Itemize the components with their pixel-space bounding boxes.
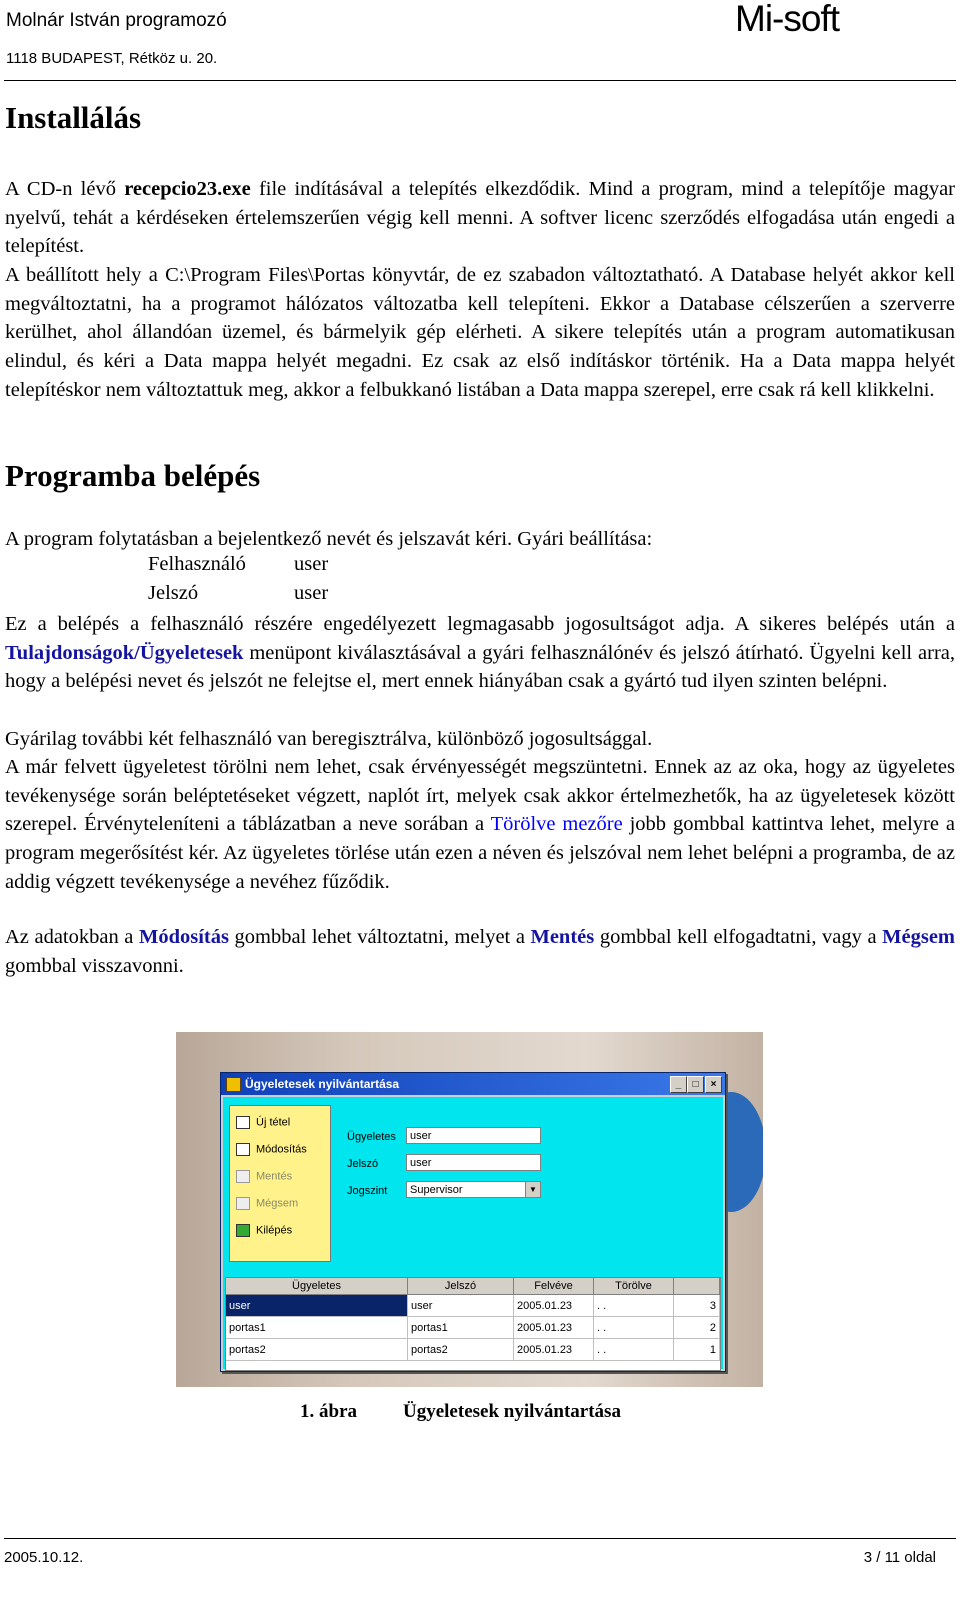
footer-date: 2005.10.12. bbox=[4, 1549, 84, 1566]
deleted-field-ref: Törölve mezőre bbox=[490, 813, 623, 836]
modify-icon bbox=[236, 1143, 250, 1156]
figure-caption-number: 1. ábra bbox=[300, 1401, 357, 1422]
user-input[interactable]: user bbox=[406, 1127, 541, 1144]
brand-logo: Mi-soft bbox=[735, 0, 839, 39]
menu-cancel[interactable]: Mégsem bbox=[236, 1197, 298, 1217]
role-label: Jogszint bbox=[347, 1185, 388, 1197]
app-icon bbox=[226, 1077, 241, 1092]
modify-ref: Módosítás bbox=[138, 926, 229, 948]
undo-icon bbox=[236, 1197, 250, 1210]
section-title-login: Programba belépés bbox=[5, 458, 261, 493]
login-paragraph-5: A már felvett ügyeletest törölni nem lehet, csak érvényességét megszüntetni. Ennek az az oka, hogy az ügyeletes tevékenysége során beléptetéseket végzett, naplót írt, melyek csak akkor értelmezhetők, ha az ügyeletesek között szerepel. Érvényteleníteni a táblázatban a neve sorában a Törölve mezőre jobb gombbal kattintva lehet, melyre a program megerősítést kér. Az ügyeletes törlése után ezen a néven és jelszóval nem lehet belépni a programba, de az addig végzett tevékenysége a nevéhez fűződik. bbox=[5, 756, 955, 893]
exit-icon bbox=[236, 1224, 250, 1237]
cred-user-label: Felhasználó bbox=[148, 553, 246, 575]
menu-modify[interactable]: Módosítás bbox=[236, 1143, 307, 1163]
cancel-ref: Mégsem bbox=[882, 926, 955, 948]
window-titlebar bbox=[221, 1073, 725, 1095]
table-cell[interactable]: . . bbox=[594, 1317, 674, 1339]
footer-page-number: 3 / 11 oldal bbox=[863, 1549, 936, 1566]
install-paragraph-1: A CD-n lévő recepcio23.exe file indításával a telepítés elkezdődik. Mind a program, mind a telepítője magyar nyelvű, tehát a kérdéseken értelemszerűen végig kell menni. A softver licenc szerződés elfogadása után engedi a telepítést. bbox=[5, 178, 956, 258]
table-cell[interactable]: 2005.01.23 bbox=[514, 1295, 594, 1317]
cred-pass-value: user bbox=[294, 582, 329, 604]
col-header-added[interactable]: Felvéve bbox=[514, 1278, 594, 1295]
login-intro: A program folytatásban a bejelentkező nevét és jelszavát kéri. Gyári beállítása: bbox=[5, 528, 653, 550]
new-item-icon bbox=[236, 1116, 250, 1129]
exe-name: recepcio23.exe bbox=[124, 178, 251, 200]
role-select[interactable]: Supervisor ▼ bbox=[406, 1181, 541, 1198]
close-icon[interactable]: × bbox=[705, 1076, 722, 1093]
section-title-install: Installálás bbox=[5, 100, 142, 135]
install-paragraph-2: A beállított hely a C:\Program Files\Portas könyvtár, de ez szabadon változtatható. A Database helyét akkor kell megváltoztatni, ha a programot hálózatos változatba kell telepíteni. Ekkor a Database célszerűen a szerverre kerülhet, ahol állandóan üzemel, és bármelyik gép elérheti. A sikere telepítés után a program automatikusan elindul, és kéri a Data mappa helyét megadni. Ez csak az első indításkor történik. Ha a Data mappa helyét telepítéskor nem változtattuk meg, akkor a felbukkanó listában a Data mappa szerepel, erre csak rá kell klikkelni. bbox=[5, 264, 955, 401]
table-cell[interactable]: 2005.01.23 bbox=[514, 1317, 594, 1339]
col-header-deleted[interactable]: Törölve bbox=[594, 1278, 674, 1295]
menu-new-item[interactable]: Új tétel bbox=[236, 1116, 290, 1136]
menu-exit[interactable]: Kilépés bbox=[236, 1224, 292, 1244]
cred-pass-label: Jelszó bbox=[148, 582, 199, 604]
header-divider bbox=[4, 80, 956, 81]
table-cell[interactable]: portas2 bbox=[226, 1339, 408, 1361]
table-cell[interactable]: portas2 bbox=[408, 1339, 514, 1361]
table-cell[interactable]: user bbox=[408, 1295, 514, 1317]
table-cell[interactable]: 2 bbox=[674, 1317, 720, 1339]
chevron-down-icon[interactable]: ▼ bbox=[525, 1182, 540, 1197]
col-header-id[interactable] bbox=[674, 1278, 720, 1295]
pass-label: Jelszó bbox=[347, 1158, 379, 1170]
users-table bbox=[225, 1277, 721, 1371]
user-label: Ügyeletes bbox=[347, 1131, 396, 1143]
table-cell[interactable]: 2005.01.23 bbox=[514, 1339, 594, 1361]
login-paragraph-4: Gyárilag további két felhasználó van beregisztrálva, különböző jogosultsággal. bbox=[5, 728, 653, 750]
table-cell[interactable]: . . bbox=[594, 1339, 674, 1361]
login-paragraph-6: Az adatokban a Módosítás gombbal lehet változtatni, melyet a Mentés gombbal kell elfogadtatni, vagy a Mégsem gombbal visszavonni. bbox=[5, 926, 955, 977]
col-header-user[interactable]: Ügyeletes bbox=[226, 1278, 408, 1295]
table-cell[interactable]: . . bbox=[594, 1295, 674, 1317]
author-address: 1118 BUDAPEST, Rétköz u. 20. bbox=[6, 50, 218, 67]
table-cell[interactable]: 3 bbox=[674, 1295, 720, 1317]
window-client bbox=[223, 1097, 723, 1369]
author-name: Molnár István programozó bbox=[6, 10, 227, 31]
menu-path-ref: Tulajdonságok/Ügyeletesek bbox=[5, 641, 244, 664]
col-header-pass[interactable]: Jelszó bbox=[408, 1278, 514, 1295]
figure-caption-text: Ügyeletesek nyilvántartása bbox=[403, 1401, 621, 1422]
save-ref: Mentés bbox=[530, 926, 595, 948]
minimize-icon[interactable]: _ bbox=[670, 1076, 687, 1093]
menu-save[interactable]: Mentés bbox=[236, 1170, 292, 1190]
pass-input[interactable]: user bbox=[406, 1154, 541, 1171]
table-cell[interactable]: portas1 bbox=[408, 1317, 514, 1339]
cred-user-value: user bbox=[294, 553, 329, 575]
save-icon bbox=[236, 1170, 250, 1183]
window-title: Ügyeletesek nyilvántartása bbox=[245, 1077, 400, 1091]
side-menu bbox=[229, 1105, 331, 1262]
app-window bbox=[220, 1072, 726, 1372]
footer-divider bbox=[4, 1538, 956, 1539]
table-cell[interactable]: portas1 bbox=[226, 1317, 408, 1339]
table-cell[interactable]: user bbox=[226, 1295, 408, 1317]
figure-screenshot bbox=[176, 1032, 763, 1387]
maximize-icon[interactable]: □ bbox=[687, 1076, 704, 1093]
table-cell[interactable]: 1 bbox=[674, 1339, 720, 1361]
login-paragraph-3: Ez a belépés a felhasználó részére engedélyezett legmagasabb jogosultságot adja. A sikeres belépés után a Tulajdonságok/Ügyeletesek menüpont kiválasztásával a gyári felhasználónév és jelszó átírható. Ügyelni kell arra, hogy a belépési nevet és jelszót ne felejtse el, mert ennek hiányában csak a gyártó tud ilyen szinten belépni. bbox=[5, 613, 955, 693]
